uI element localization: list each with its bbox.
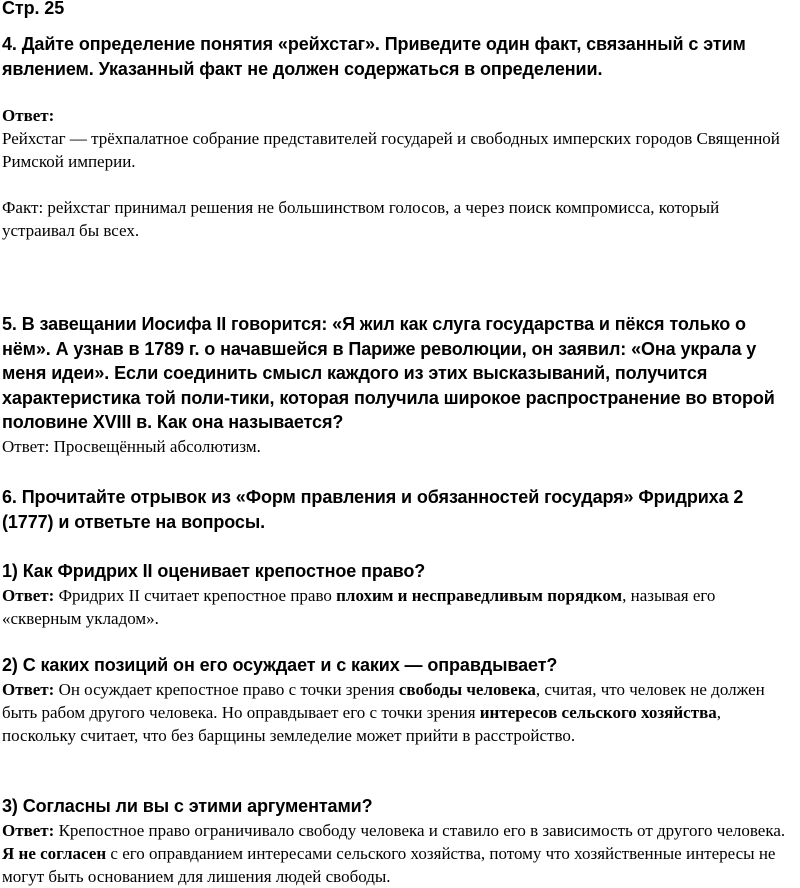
answer-6-3-emphasis: Я не согласен bbox=[2, 843, 107, 863]
answer-5: Ответ: Просвещённый абсолютизм. bbox=[2, 436, 261, 456]
answer-6-1-label: Ответ: bbox=[2, 585, 55, 605]
answer-6-2-label: Ответ: bbox=[2, 679, 55, 699]
answer-6-1-emphasis: плохим и несправедливым порядком bbox=[336, 585, 623, 605]
question-5-text: 5. В завещании Иосифа II говорится: «Я жил как слуга государства и пёкся только о нём». А узнав в 1789 г. о начавшейся в Париже революции, он заявил: «Она украла у меня идеи». Если соединить смысл каждого из этих высказываний, получится характеристика той поли-тики, которая получила широкое распространение во второй половине XVIII в. Как она называется? bbox=[2, 314, 775, 432]
question-6-1 bbox=[2, 559, 796, 630]
question-4 bbox=[2, 32, 796, 81]
answer-4-definition: Рейхстаг — трёхпалатное собрание представителей государей и свободных имперских городов Священной Римской империи. bbox=[2, 129, 780, 171]
answer-6-2-emphasis-1: свободы человека bbox=[398, 679, 536, 699]
page-label: Стр. 25 bbox=[2, 0, 65, 18]
question-6-1-text: 1) Как Фридрих II оценивает крепостное право? bbox=[2, 561, 426, 581]
answer-4-fact: Факт: рейхстаг принимал решения не большинством голосов, а через поиск компромисса, который устраивал бы всех. bbox=[2, 198, 720, 240]
answer-6-3-label: Ответ: bbox=[2, 820, 55, 840]
answer-6-2-emphasis-2: интересов сельского хозяйства bbox=[479, 702, 717, 722]
answer-4-label: Ответ: bbox=[2, 106, 55, 125]
question-6-3 bbox=[2, 794, 796, 888]
question-5 bbox=[2, 312, 796, 458]
page-label-block bbox=[2, 0, 796, 21]
question-4-text: 4. Дайте определение понятия «рейхстаг». Приведите один факт, связанный с этим явлением. Указанный факт не должен содержаться в определении. bbox=[2, 34, 746, 79]
question-6-3-text: 3) Согласны ли вы с этими аргументами? bbox=[2, 796, 373, 816]
question-6-title: 6. Прочитайте отрывок из «Форм правления и обязанностей государя» Фридриха 2 (1777) и ответьте на вопросы. bbox=[2, 487, 744, 532]
answer-4-fact-block bbox=[2, 196, 796, 242]
answer-6-3: Ответ: Крепостное право ограничивало свободу человека и ставило его в зависимость от другого человека. Я не согласен с его оправданием интересами сельского хозяйства, потому что хозяйственные интересы не могут быть основанием для лишения людей свободы. bbox=[2, 820, 786, 886]
question-6-2 bbox=[2, 653, 796, 747]
question-6-2-text: 2) С каких позиций он его осуждает и с каких — оправдывает? bbox=[2, 655, 558, 675]
answer-4 bbox=[2, 104, 796, 173]
answer-6-2: Ответ: Он осуждает крепостное право с точки зрения свободы человека, считая, что человек не должен быть рабом другого человека. Но оправдывает его с точки зрения интересов сельского хозяйства, поскольку считает, что без барщины земледелие может прийти в расстройство. bbox=[2, 679, 765, 745]
answer-6-1: Ответ: Фридрих II считает крепостное право плохим и несправедливым порядком, называя его «скверным укладом». bbox=[2, 585, 716, 628]
question-6 bbox=[2, 485, 796, 534]
